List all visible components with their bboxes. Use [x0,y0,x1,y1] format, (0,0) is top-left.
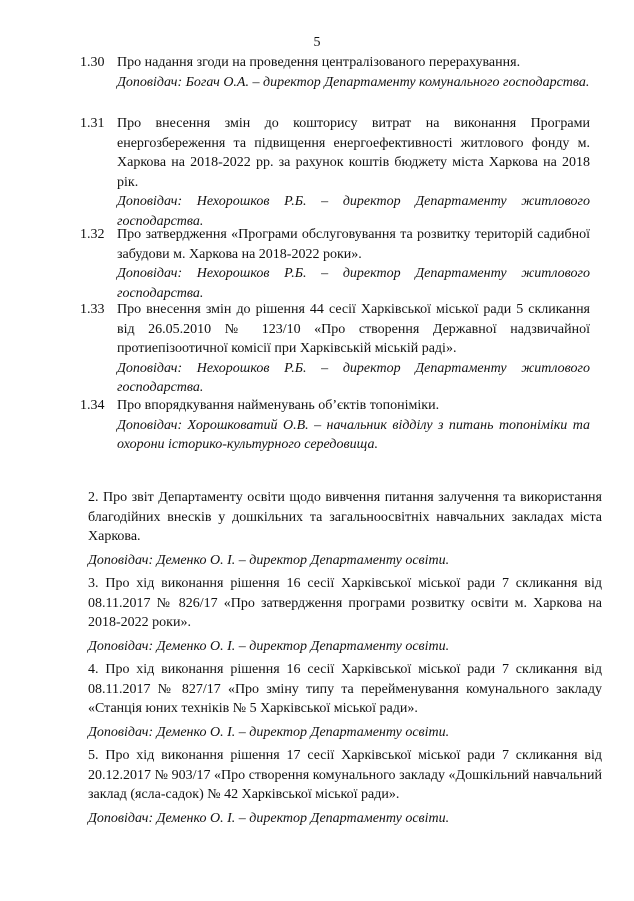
agenda-item-4 [88,660,602,742]
item-speaker: Доповідач: Деменко О. І. – директор Департаменту освіти. [88,552,450,568]
subitem-number: 1.34 [80,398,105,413]
item-speaker: Доповідач: Деменко О. І. – директор Департаменту освіти. [88,810,450,826]
item-speaker: Доповідач: Деменко О. І. – директор Департаменту освіти. [88,724,450,740]
item-speaker: Доповідач: Деменко О. І. – директор Департаменту освіти. [88,638,450,654]
subitem-text: Про надання згоди на проведення централізованого перерахування. [117,55,521,70]
agenda-subitem-1-32 [80,225,590,303]
agenda-item-3 [88,574,602,656]
item-text: 5. Про хід виконання рішення 17 сесії Харківської міської ради 7 скликання від 20.12.2017 № 903/17 «Про створення комунального закладу «Дошкільний навчальний заклад (ясла-садок) № 42 Харківської міської ради». [88,748,602,802]
agenda-item-5 [88,746,602,828]
subitem-speaker: Доповідач: Нехорошков Р.Б. – директор Департаменту житлового господарства. [117,266,590,301]
agenda-subitem-1-31 [80,114,590,231]
subitem-speaker: Доповідач: Нехорошков Р.Б. – директор Департаменту житлового господарства. [117,194,590,229]
subitem-text: Про внесення змін до кошторису витрат на виконання Програми енергозбереження та підвищення енергоефективності житлового фонду м. Харкова на 2018-2022 рр. за рахунок коштів бюджету міста Харкова на 2018 рік. [117,116,590,190]
subitem-number: 1.33 [80,302,105,317]
agenda-subitem-1-34 [80,396,590,455]
item-text: 4. Про хід виконання рішення 16 сесії Харківської міської ради 7 скликання від 08.11.2017 № 827/17 «Про зміну типу та перейменування комунального закладу «Станція юних техніків № 5 Харківської міської ради». [88,662,602,716]
subitem-text: Про впорядкування найменувань об’єктів топоніміки. [117,398,440,413]
page-number: 5 [313,35,321,50]
item-text: 3. Про хід виконання рішення 16 сесії Харківської міської ради 7 скликання від 08.11.2017 № 826/17 «Про затвердження програми розвитку освіти м. Харкова на 2018-2022 роки». [88,576,602,630]
subitem-number: 1.31 [80,116,105,131]
agenda-item-2 [88,488,602,570]
subitem-number: 1.30 [80,55,105,70]
subitem-speaker: Доповідач: Богач О.А. – директор Департаменту комунального господарства. [117,74,590,90]
item-text: 2. Про звіт Департаменту освіти щодо вивчення питання залучення та використання благодійних внесків у дошкільних та загальноосвітніх навчальних закладах міста Харкова. [88,490,602,544]
subitem-number: 1.32 [80,227,105,242]
subitem-speaker: Доповідач: Нехорошков Р.Б. – директор Департаменту житлового господарства. [117,360,590,395]
agenda-subitem-1-33 [80,300,590,398]
agenda-subitem-1-30 [80,53,590,92]
subitem-text: Про внесення змін до рішення 44 сесії Харківської міської ради 5 скликання від 26.05.2010 № 123/10 «Про створення Державної надзвичайної протиепізоотичної комісії при Харківській міській раді». [117,302,590,356]
subitem-speaker: Доповідач: Хорошковатий О.В. – начальник відділу з питань топоніміки та охорони історико-культурного середовища. [117,417,590,452]
subitem-text: Про затвердження «Програми обслуговування та розвитку територій садибної забудови м. Харкова на 2018-2022 роки». [117,227,590,262]
